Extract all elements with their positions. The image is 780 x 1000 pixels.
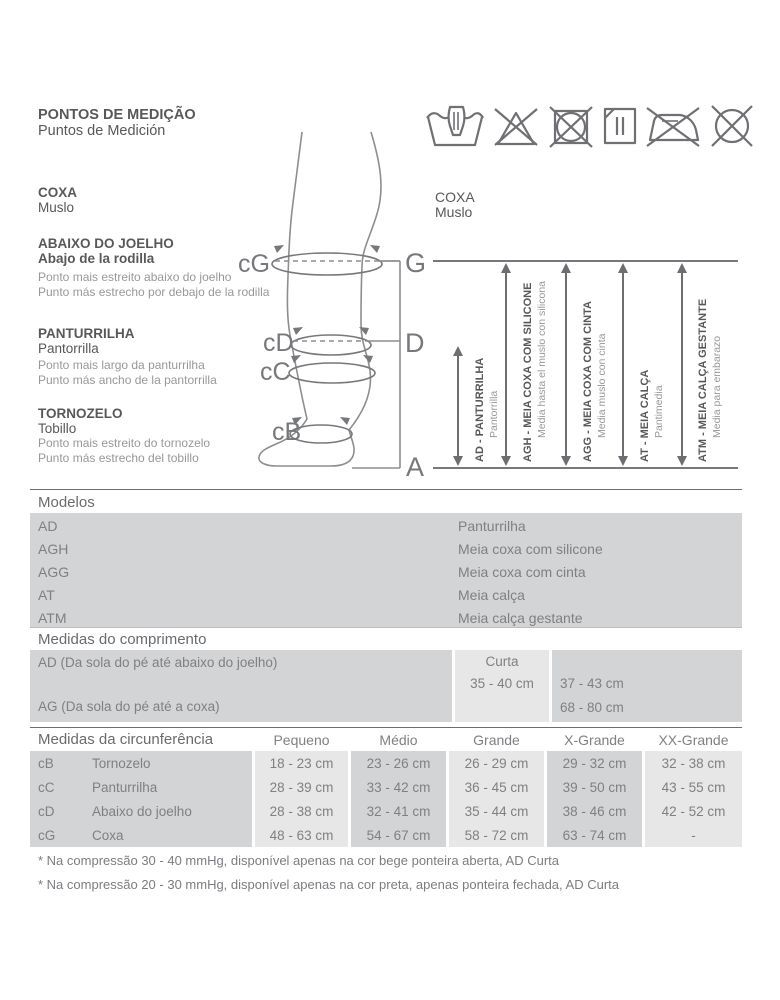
circumference-table [30,727,742,847]
size-header: Pequeno [255,728,348,751]
arrow-at-sublabel: Pantimedia [653,385,665,438]
comprimento-title: Medidas do comprimento [38,631,207,648]
point-panturrilha-es: Pantorrilla [38,341,99,356]
arrow-atm [677,263,687,466]
size-header: Grande [449,728,544,751]
modelos-row [30,538,745,561]
circ-value: 63 - 74 cm [547,823,642,847]
circ-value: 26 - 29 cm [449,751,544,775]
circ-code: cC [38,779,55,795]
diagram-thigh-es: Muslo [435,204,473,220]
comprimento-row2-range: 68 - 80 cm [560,700,624,715]
arrow-agh-label: AGH - MEIA COXA COM SILICONE [522,282,534,462]
arrow-agh [501,263,511,466]
modelos-table [30,513,742,628]
circ-value: 42 - 52 cm [645,799,742,823]
diagram-thigh-pt: COXA [435,189,475,205]
circ-value: 54 - 67 cm [351,823,446,847]
footnote-2: * Na compressão 20 - 30 mmHg, disponível apenas na cor preta, apenas ponteira fechada, AD Curta [38,877,619,892]
circ-value: 32 - 41 cm [351,799,446,823]
model-code: AGH [38,541,69,557]
point-abaixo-es: Abajo de la rodilla [38,251,155,266]
circ-value: 48 - 63 cm [255,823,348,847]
level-G: G [405,248,427,278]
page-title-pt: PONTOS DE MEDIÇÃO [38,107,196,123]
model-desc: Panturrilha [458,518,526,534]
circ-code: cD [38,803,55,819]
point-abaixo-note-es: Punto más estrecho por debajo de la rodilla [38,284,270,299]
arrow-atm-sublabel: Media para embarazo [711,335,723,438]
model-desc: Meia coxa com silicone [458,541,603,557]
point-abaixo-note-pt: Ponto mais estreito abaixo do joelho [38,270,232,284]
arrow-ad-sublabel: Pantorrilla [488,390,500,438]
point-panturrilha-note-es: Punto más ancho de la pantorrilla [38,372,217,387]
circ-row-label [30,823,252,847]
modelos-row [30,584,745,607]
circ-row-label [30,751,252,775]
comprimento-row1-label: AD (Da sola do pé até abaixo do joelho) [38,655,278,670]
point-tornozelo-pt: TORNOZELO [38,406,123,421]
modelos-rule [30,489,742,490]
arrow-atm-label: ATM - MEIA CALÇA GESTANTE [697,298,709,462]
circ-value: 39 - 50 cm [547,775,642,799]
model-desc: Meia calça [458,587,525,603]
modelos-row [30,561,745,584]
circ-value: 33 - 42 cm [351,775,446,799]
circ-code: cB [38,755,54,771]
circ-value: 18 - 23 cm [255,751,348,775]
circ-row-label [30,775,252,799]
footnote-1: * Na compressão 30 - 40 mmHg, disponível apenas na cor bege ponteira aberta, AD Curta [38,853,560,868]
circ-value: 32 - 38 cm [645,751,742,775]
circumference-title: Medidas da circunferência [30,728,252,751]
mark-cD: cD [263,329,294,357]
arrow-ad [453,346,463,466]
level-A: A [406,452,425,482]
point-panturrilha-note-pt: Ponto mais largo da panturrilha [38,358,205,372]
point-coxa-es: Muslo [38,200,75,215]
point-abaixo-pt: ABAIXO DO JOELHO [38,236,174,251]
circ-value: 36 - 45 cm [449,775,544,799]
size-header: X-Grande [547,728,642,751]
circ-value: 28 - 39 cm [255,775,348,799]
page-title-es: Puntos de Medición [38,123,166,139]
circ-value: 58 - 72 cm [449,823,544,847]
circ-value: 29 - 32 cm [547,751,642,775]
mark-cC: cC [260,358,291,386]
point-coxa-pt: COXA [38,185,78,200]
modelos-row [30,607,745,630]
circ-value: 38 - 46 cm [547,799,642,823]
circ-name: Abaixo do joelho [92,803,192,819]
circ-row-label [30,799,252,823]
modelos-row [30,515,745,538]
circ-value: - [645,823,742,847]
arrow-agh-sublabel: Media hasta el muslo con silicona [536,281,548,438]
comprimento-row1-range: 37 - 43 cm [560,676,624,691]
model-code: AD [38,518,58,534]
point-tornozelo-note-pt: Ponto mais estreito do tornozelo [38,436,211,450]
circ-value: 23 - 26 cm [351,751,446,775]
comprimento-curta-title: Curta [485,654,519,669]
arrow-agg-label: AGG - MEIA COXA COM CINTA [582,301,594,462]
point-tornozelo-note-es: Punto más estrecho del tobillo [38,450,199,465]
level-D: D [405,328,425,358]
circ-value: 35 - 44 cm [449,799,544,823]
model-desc: Meia calça gestante [458,610,583,626]
comprimento-curta-range: 35 - 40 cm [470,676,534,691]
circ-value: 28 - 38 cm [255,799,348,823]
model-code: ATM [38,610,67,626]
circ-value: 43 - 55 cm [645,775,742,799]
modelos-title: Modelos [38,494,95,511]
arrow-at [618,263,628,466]
point-panturrilha-pt: PANTURRILHA [38,326,135,341]
arrow-agg-sublabel: Media muslo con cinta [596,333,608,438]
circ-code: cG [38,827,56,843]
model-code: AT [38,587,55,603]
point-tornozelo-es: Tobillo [38,421,77,436]
size-header: Médio [351,728,446,751]
arrow-ad-label: AD - PANTURRILHA [474,357,486,462]
length-bracket [382,261,400,468]
arrow-at-label: AT - MEIA CALÇA [639,369,651,462]
leg-outline [259,132,381,466]
model-code: AGG [38,564,70,580]
circ-name: Coxa [92,827,124,843]
model-desc: Meia coxa com cinta [458,564,586,580]
circ-name: Panturrilha [92,779,158,795]
comprimento-row2-label: AG (Da sola do pé até a coxa) [38,699,220,714]
arrow-agg [561,263,571,466]
circ-name: Tornozelo [92,755,151,771]
mark-cB: cB [272,418,302,446]
size-header: XX-Grande [645,728,742,751]
mark-cG: cG [238,250,270,278]
